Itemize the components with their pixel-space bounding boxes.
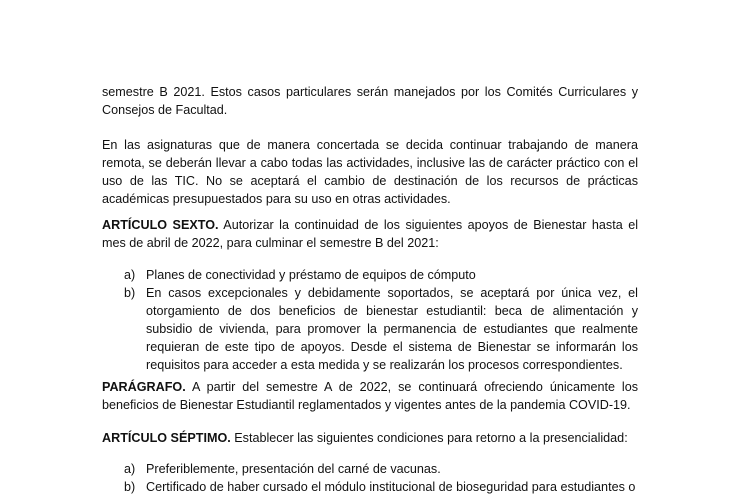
list-item — [102, 266, 638, 284]
article-sixth — [102, 216, 638, 252]
list-item-text: Certificado de haber cursado el módulo institucional de bioseguridad para estudiantes o — [146, 480, 636, 494]
list-marker: b) — [124, 480, 136, 494]
paragraph-clause — [102, 378, 638, 414]
list-item — [102, 460, 638, 478]
paragraph-clause-label: PARÁGRAFO. — [102, 380, 186, 394]
article-sixth-text: Autorizar la continuidad de los siguientes apoyos de Bienestar hasta el mes de abril de 2022, para culminar el semestre B del 2021: — [102, 218, 638, 250]
list-marker: a) — [124, 462, 136, 476]
paragraph-remote-courses: En las asignaturas que de manera concertada se decida continuar trabajando de manera remota, se deberán llevar a cabo todas las actividades, inclusive las de carácter práctico con el uso de las TIC. No se aceptará el cambio de destinación de los recursos de prácticas académicas presupuestados para su uso en otras actividades. — [102, 138, 638, 206]
list-item — [102, 284, 638, 374]
article-seventh-label: ARTÍCULO SÉPTIMO. — [102, 431, 231, 445]
article-seventh — [102, 429, 638, 447]
list-item-text: En casos excepcionales y debidamente soportados, se aceptará por única vez, el otorgamiento de dos beneficios de bienestar estudiantil: beca de alimentación y subsidio de vivienda, para promover la permanencia de estudiantes que realmente requieran de este tipo de apoyos. Desde el sistema de Bienestar se informarán los requisitos para acceder a esta medida y se realizarán los procesos correspondientes. — [146, 286, 638, 372]
list-marker: b) — [124, 286, 136, 300]
paragraph-continuation: semestre B 2021. Estos casos particulares serán manejados por los Comités Curriculares y Consejos de Facultad. — [102, 85, 638, 117]
article-seventh-text: Establecer las siguientes condiciones para retorno a la presencialidad: — [230, 431, 628, 445]
list-item-text: Preferiblemente, presentación del carné de vacunas. — [146, 462, 441, 476]
article-seventh-list — [102, 460, 638, 496]
list-item — [102, 478, 638, 496]
article-sixth-label: ARTÍCULO SEXTO. — [102, 218, 219, 232]
article-sixth-list — [102, 266, 638, 374]
paragraph-clause-text: A partir del semestre A de 2022, se continuará ofreciendo únicamente los beneficios de Bienestar Estudiantil reglamentados y vigentes antes de la pandemia COVID-19. — [102, 380, 638, 412]
list-item-text: Planes de conectividad y préstamo de equipos de cómputo — [146, 268, 476, 282]
list-marker: a) — [124, 268, 136, 282]
